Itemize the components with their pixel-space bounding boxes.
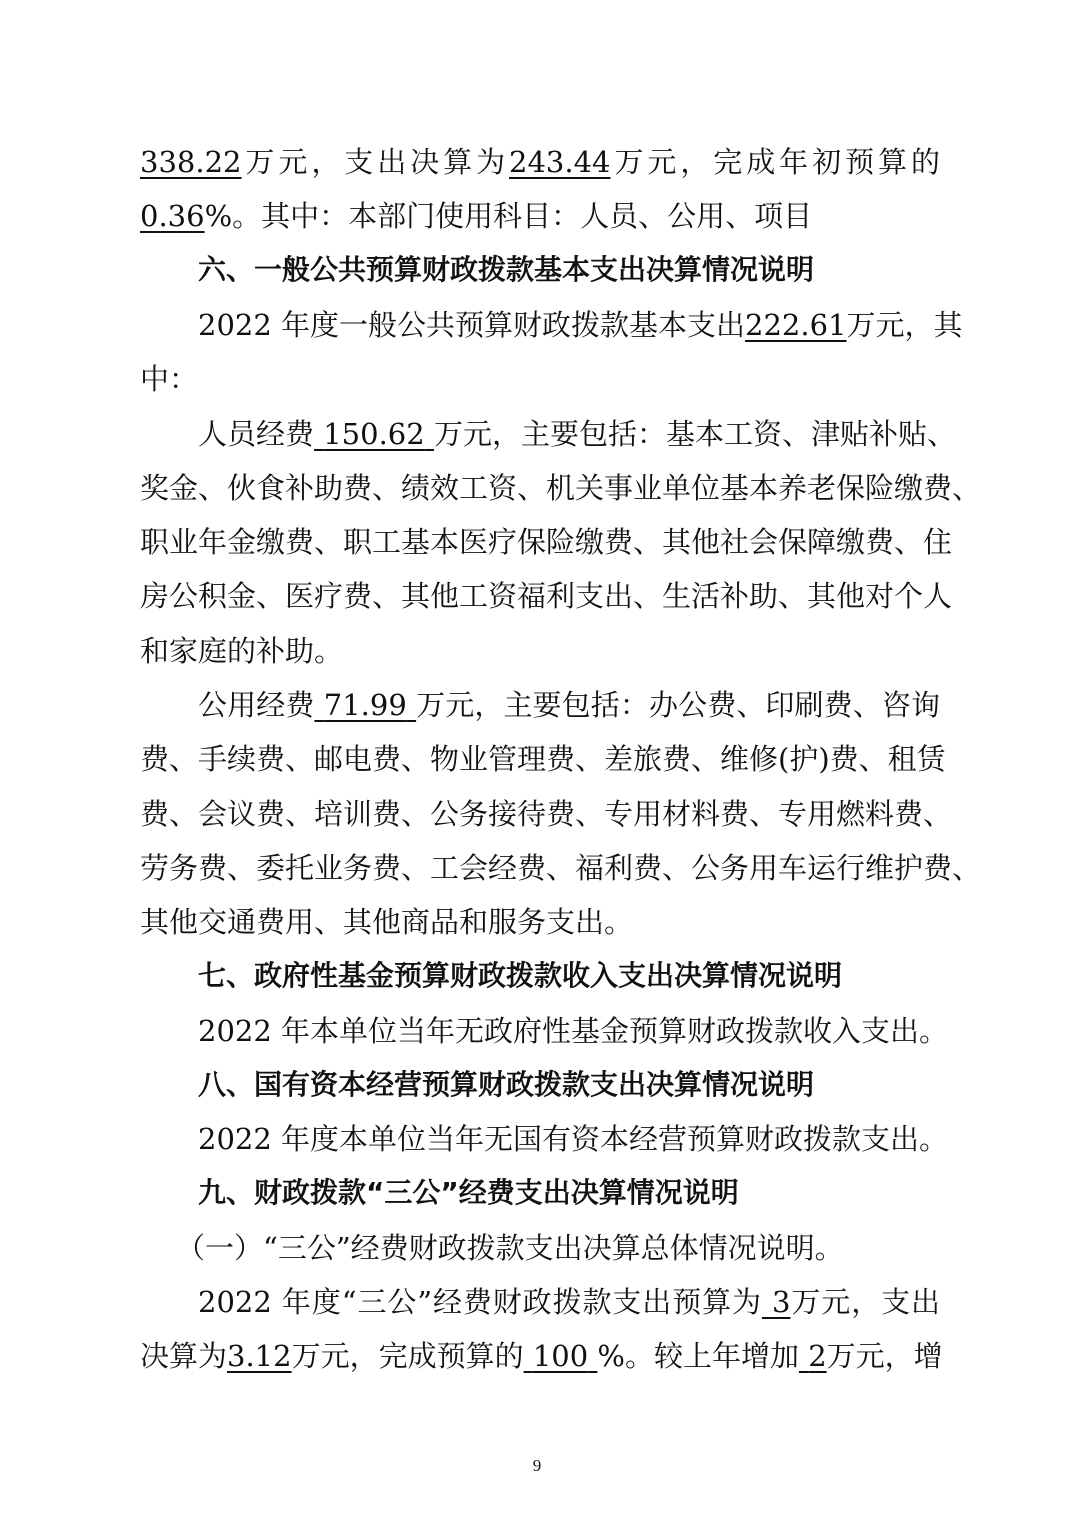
text-segment: 万元，完成预算的 — [291, 1339, 524, 1373]
underlined-value: 2 — [808, 1339, 827, 1373]
text-line — [198, 416, 956, 452]
text-segment: 万元，增 — [826, 1339, 943, 1373]
text-line — [140, 198, 940, 234]
text-line: 职业年金缴费、职工基本医疗保险缴费、其他社会保障缴费、住 — [140, 525, 953, 559]
text-segment: 公用经费 — [198, 688, 315, 722]
underlined-value: 3.12 — [227, 1339, 292, 1373]
text-line: 劳务费、委托业务费、工会经费、福利费、公务用车运行维护费、 — [140, 851, 982, 885]
underlined-value: 338.22 — [140, 145, 242, 179]
text-line: 费、手续费、邮电费、物业管理费、差旅费、维修(护)费、租赁 — [140, 742, 946, 776]
text-segment: 2022 年度“三公”经费财政拨款支出预算为 — [198, 1285, 762, 1319]
text-segment: 万元，支出 — [790, 1285, 940, 1319]
section-heading: 六、一般公共预算财政拨款基本支出决算情况说明 — [198, 253, 815, 286]
text-line: 其他交通费用、其他商品和服务支出。 — [140, 905, 634, 939]
text-line — [198, 307, 963, 343]
text-line: 2022 年度本单位当年无国有资本经营预算财政拨款支出。 — [198, 1122, 949, 1156]
text-segment: 人员经费 — [198, 417, 315, 451]
text-line — [140, 1338, 943, 1374]
text-line — [198, 1284, 940, 1320]
section-heading: 九、财政拨款“三公”经费支出决算情况说明 — [198, 1176, 739, 1209]
text-line: 和家庭的补助。 — [140, 634, 344, 668]
underlined-value: 100 — [532, 1339, 589, 1373]
text-line — [198, 687, 940, 723]
page-number: 9 — [532, 1456, 542, 1475]
text-segment: 万元，完成年初预算的 — [610, 145, 940, 179]
underlined-value: 3 — [772, 1285, 791, 1319]
text-segment: 万元，其 — [846, 308, 963, 342]
section-heading: 八、国有资本经营预算财政拨款支出决算情况说明 — [198, 1068, 815, 1101]
text-segment: 万元，主要包括：办公费、印刷费、咨询 — [416, 688, 940, 722]
underlined-value: 243.44 — [509, 145, 611, 179]
text-line — [140, 144, 940, 180]
text-segment: 2022 年度一般公共预算财政拨款基本支出 — [198, 308, 746, 342]
text-segment: %。较上年增加 — [597, 1339, 799, 1373]
underlined-value: 222.61 — [745, 308, 847, 342]
underlined-value: 0.36 — [140, 199, 205, 233]
text-line: 奖金、伙食补助费、绩效工资、机关事业单位基本养老保险缴费、 — [140, 471, 982, 505]
text-segment: 万元，主要包括：基本工资、津贴补贴、 — [433, 417, 956, 451]
text-segment: 决算为 — [140, 1339, 228, 1373]
underlined-value: 150.62 — [323, 417, 425, 451]
text-segment: 万元，支出决算为 — [241, 145, 510, 179]
text-line: 房公积金、医疗费、其他工资福利支出、生活补助、其他对个人 — [140, 579, 953, 613]
underlined-value: 71.99 — [323, 688, 407, 722]
section-heading: 七、政府性基金预算财政拨款收入支出决算情况说明 — [198, 959, 843, 992]
text-line: 中： — [140, 362, 199, 396]
text-segment: %。其中：本部门使用科目：人员、公用、项目 — [204, 199, 813, 233]
text-line: 费、会议费、培训费、公务接待费、专用材料费、专用燃料费、 — [140, 797, 953, 831]
subheading: （一）“三公”经费财政拨款支出决算总体情况说明。 — [176, 1231, 844, 1265]
text-line: 2022 年本单位当年无政府性基金预算财政拨款收入支出。 — [198, 1014, 949, 1048]
